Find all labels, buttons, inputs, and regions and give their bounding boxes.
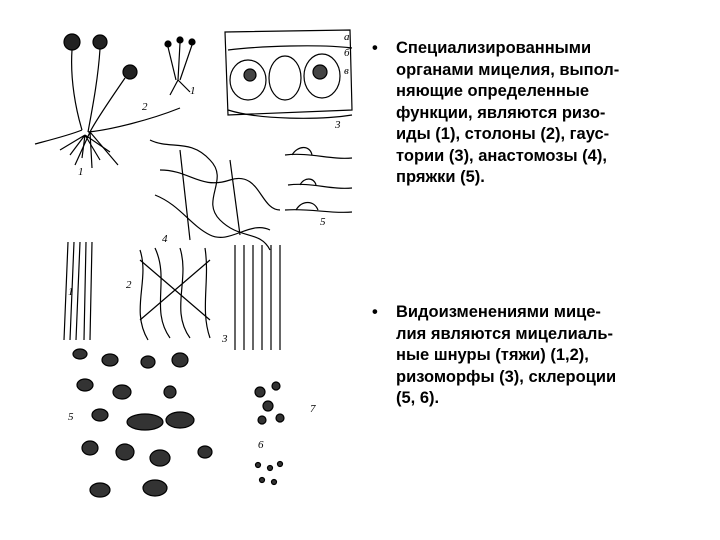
bullet-line: органами мицелия, выпол- [396,60,620,79]
label-sclerotia-c: 7 [310,403,316,415]
bullet-dot: • [372,303,378,321]
bullet-line: ные шнуры (тяжи) (1,2), [396,346,589,364]
label-cord2: 2 [126,279,132,291]
label-sclerotia-a: 5 [68,411,74,423]
bullet-specialized-organs [370,38,714,189]
bullet-line: лия являются мицелиаль- [396,324,614,343]
bullet-line: функции, являются ризо- [396,103,606,122]
label-v: в [344,65,349,77]
bullet-dot: • [372,39,378,57]
bullet-line: пряжки (5). [396,168,485,186]
bullet-line: Видоизменениями мице- [396,303,601,321]
label-stolon: 2 [142,101,148,113]
mycelium-illustration [30,20,360,520]
anastomosis-drawing [150,140,280,250]
label-anastomosis: 4 [162,233,168,245]
rhizopus-drawing [35,34,195,168]
label-rhizomorph: 3 [222,333,228,345]
bullet-line: (5, 6). [396,389,440,407]
bullet-line: ризоморфы (3), склероции [396,367,617,386]
label-a: а [344,31,350,43]
label-cord1: 1 [68,286,74,298]
bullet-modifications [370,302,714,410]
plant-tissue-drawing [225,30,352,118]
label-haustoria: 3 [335,119,341,131]
label-b: б [344,47,350,59]
bullet-line: няющие определенные [396,82,590,100]
clamp-connections-drawing [285,148,352,213]
label-sclerotia-b: 6 [258,439,264,451]
label-clamps: 5 [320,216,326,228]
label-rhizoid: 1 [78,166,84,178]
label-sporangium: 1 [190,85,196,97]
bullet-line: тории (3), анастомозы (4), [396,146,607,165]
bullet-line: иды (1), столоны (2), гаус- [396,125,610,143]
mycelial-cords-drawing [64,242,280,350]
bullet-line: Специализированными [396,39,592,57]
sclerotia-drawing [73,349,284,497]
